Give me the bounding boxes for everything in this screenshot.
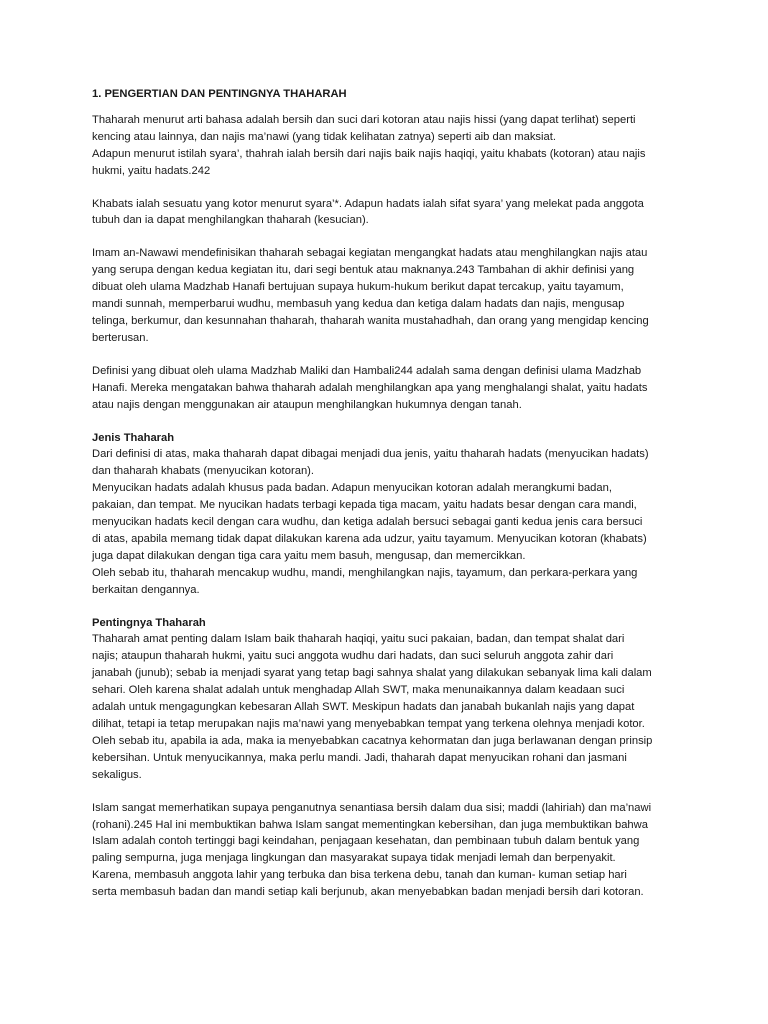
text-line: adalah untuk mengagungkan kebesaran Allah SWT. Meskipun hadats dan janabah bukanlah najis yang dapat <box>92 701 635 714</box>
document-title: 1. PENGERTIAN DAN PENTINGNYA THAHARAH <box>92 88 347 100</box>
paragraph-khabats <box>92 196 698 230</box>
text-line: mandi sunnah, memperbarui wudhu, membasuh yang kedua dan ketiga dalam hadats dan najis, mengusap <box>92 298 625 311</box>
text-line: telinga, berkumur, dan kesunnahan thaharah, thaharah wanita mustahadhah, dan orang yang mengidap kencing <box>92 314 649 327</box>
text-line: Definisi yang dibuat oleh ulama Madzhab Maliki dan Hambali244 adalah sama dengan definisi ulama Madzhab <box>92 364 642 377</box>
text-line: Khabats ialah sesuatu yang kotor menurut syara’*. Adapun hadats ialah sifat syara’ yang melekat pada anggota <box>92 197 644 210</box>
text-line: Karena, membasuh anggota lahir yang terbuka dan bisa terkena debu, tanah dan kuman- kuman setiap hari <box>92 869 627 882</box>
text-line: di atas, apabila memang tidak dapat dilakukan karena ada udzur, yaitu tayamum. Menyucikan kotoran (khabats) <box>92 532 647 545</box>
section-jenis <box>92 430 698 599</box>
paragraph-maliki-hambali <box>92 363 698 414</box>
paragraph-islam-kebersihan <box>92 800 698 901</box>
paragraph-definition <box>92 112 698 180</box>
text-line: dilihat, tetapi ia tetap merupakan najis ma’nawi yang menyebabkan tempat yang terkena olehnya menjadi kotor. <box>92 718 645 730</box>
text-line: Imam an-Nawawi mendefinisikan thaharah sebagai kegiatan mengangkat hadats atau menghilangkan najis atau <box>92 247 648 260</box>
text-line: sehari. Oleh karena shalat adalah untuk menghadap Allah SWT, maka menunaikannya dalam keadaan suci <box>92 684 625 697</box>
text-line: (rohani).245 Hal ini membuktikan bahwa Islam sangat mementingkan kebersihan, dan juga membuktikan bahwa <box>92 818 648 831</box>
text-line: Islam adalah contoh tertinggi bagi keindahan, penjagaan kesehatan, dan pembinaan tubuh dalam bentuk yang <box>92 835 640 848</box>
text-line: juga dapat dilakukan dengan tiga cara yaitu mem basuh, mengusap, dan memercikkan. <box>92 549 526 562</box>
text-line: Adapun menurut istilah syara’, thahrah ialah bersih dari najis baik najis haqiqi, yaitu khabats (kotoran) atau najis <box>92 147 646 160</box>
text-line: hukmi, yaitu hadats.242 <box>92 164 211 177</box>
text-line: paling sempurna, juga menjaga lingkungan dan masyarakat supaya tidak menjadi lemah dan berpenyakit. <box>92 852 616 865</box>
text-line: yang serupa dengan kedua kegiatan itu, dari segi bentuk atau maknanya.243 Tambahan di akhir definisi yang <box>92 264 635 277</box>
text-line: kebersihan. Untuk menyucikannya, maka perlu mandi. Jadi, thaharah dapat menyucikan rohani dan jasmani <box>92 751 627 764</box>
text-line: pakaian, dan tempat. Me nyucikan hadats terbagi kepada tiga macam, yaitu hadats besar dengan cara mandi, <box>92 499 637 512</box>
paragraph-nawawi <box>92 245 698 346</box>
text-line: berterusan. <box>92 331 149 344</box>
text-line: menyucikan hadats kecil dengan cara wudhu, dan ketiga adalah bersuci sebagai ganti kedua jenis cara bersuci <box>92 516 643 529</box>
text-line: Thaharah menurut arti bahasa adalah bersih dan suci dari kotoran atau najis hissi (yang dapat terlihat) seperti <box>92 113 636 126</box>
text-line: berkaitan dengannya. <box>92 583 200 596</box>
section-pentingnya <box>92 615 698 784</box>
text-line: atau najis dengan menggunakan air ataupun menghilangkan hukumnya dengan tanah. <box>92 398 522 411</box>
text-line: najis; ataupun thaharah hukmi, yaitu suci anggota wudhu dari hadats, dan suci seluruh anggota zahir dari <box>92 650 614 663</box>
text-line: Oleh sebab itu, thaharah mencakup wudhu, mandi, menghilangkan najis, tayamum, dan perkara-perkara yang <box>92 566 638 579</box>
text-line: Islam sangat memerhatikan supaya penganutnya senantiasa bersih dalam dua sisi; maddi (lahiriah) dan ma’nawi <box>92 801 652 814</box>
text-line: sekaligus. <box>92 768 142 781</box>
text-line: Oleh sebab itu, apabila ia ada, maka ia menyebabkan cacatnya kehormatan dan juga berlawanan dengan prinsip <box>92 734 653 747</box>
text-line: serta membasuh badan dan mandi setiap kali berjunub, akan menyebabkan badan menjadi bersih dari kotoran. <box>92 886 644 899</box>
text-line: tubuh dan ia dapat menghilangkan thaharah (kesucian). <box>92 214 369 227</box>
text-line: Menyucikan hadats adalah khusus pada badan. Adapun menyucikan kotoran adalah merangkumi badan, <box>92 482 612 495</box>
text-line: kencing atau lainnya, dan najis ma’nawi (yang tidak kelihatan zatnya) seperti aib dan maksiat. <box>92 130 556 143</box>
text-line: Dari definisi di atas, maka thaharah dapat dibagai menjadi dua jenis, yaitu thaharah hadats (menyucikan hadats) <box>92 448 649 461</box>
text-line: janabah (junub); sebab ia menjadi syarat yang tetap bagi sahnya shalat yang dilakukan sebanyak lima kali dalam <box>92 667 652 680</box>
section-heading-pentingnya: Pentingnya Thaharah <box>92 616 206 629</box>
text-line: Hanafi. Mereka mengatakan bahwa thaharah adalah menghilangkan apa yang menghalangi shalat, yaitu hadats <box>92 381 648 394</box>
text-line: Thaharah amat penting dalam Islam baik thaharah haqiqi, yaitu suci pakaian, badan, dan tempat shalat dari <box>92 633 625 646</box>
text-line: dibuat oleh ulama Madzhab Hanafi bertujuan supaya hukum-hukum berikut dapat tercakup, yaitu tayamum, <box>92 281 624 294</box>
text-line: dan thaharah khabats (menyucikan kotoran). <box>92 465 315 478</box>
section-heading-jenis: Jenis Thaharah <box>92 431 175 444</box>
